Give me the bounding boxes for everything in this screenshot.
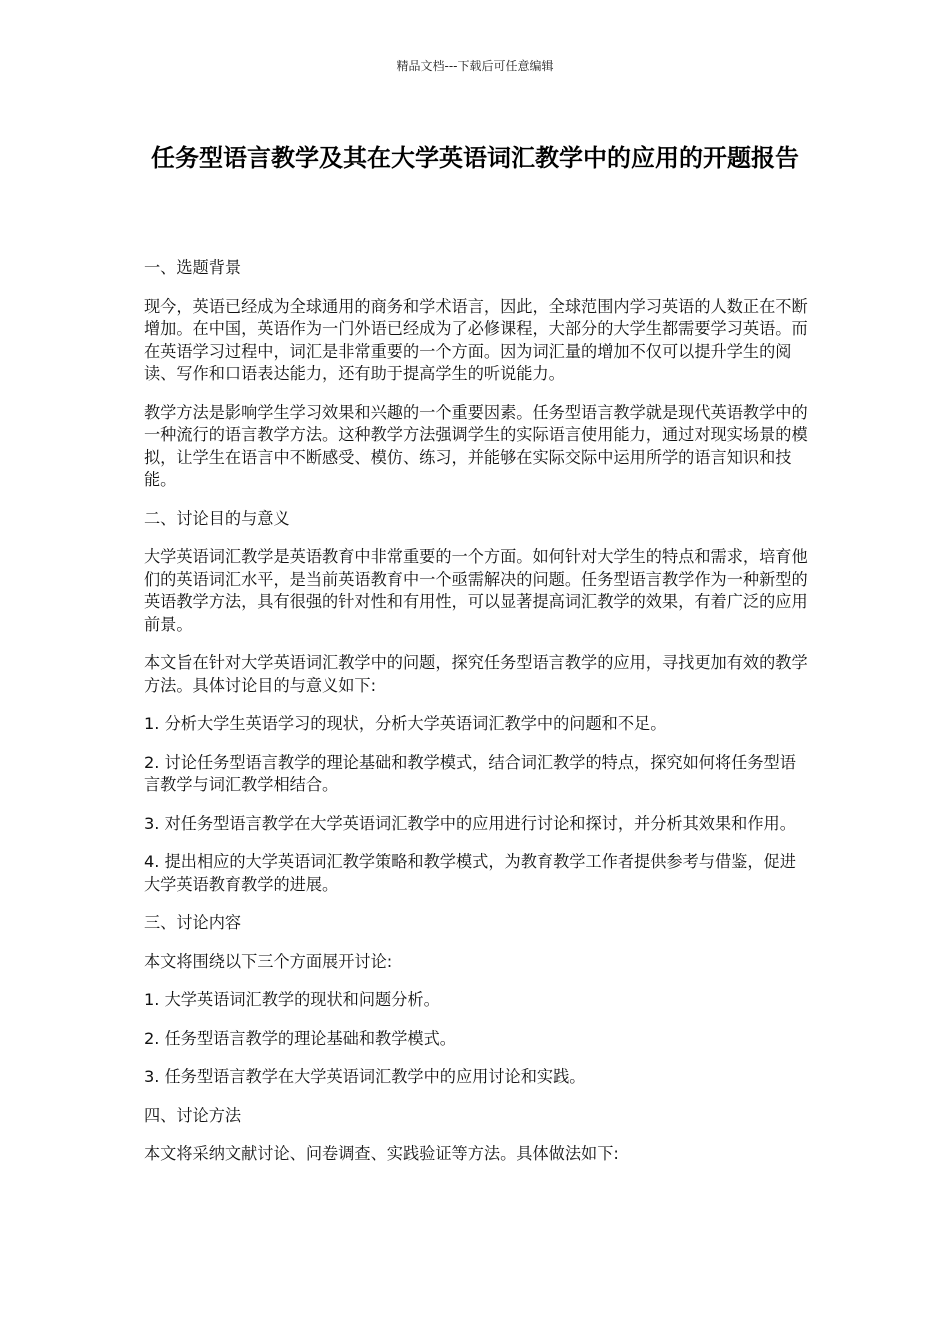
section-heading-content: 三、讨论内容: [144, 913, 242, 932]
section-heading-background: 一、选题背景: [144, 258, 242, 277]
list-item: 3. 对任务型语言教学在大学英语词汇教学中的应用进行讨论和探讨，并分析其效果和作用。: [144, 813, 796, 833]
document-title: 任务型语言教学及其在大学英语词汇教学中的应用的开题报告: [151, 144, 799, 172]
document-body: [144, 257, 812, 1182]
paragraph: 本文将采纳文献讨论、问卷调查、实践验证等方法。具体做法如下:: [144, 1144, 619, 1163]
section-heading-purpose: 二、讨论目的与意义: [144, 508, 290, 528]
paragraph: 本文旨在针对大学英语词汇教学中的问题，探究任务型语言教学的应用，寻找更加有效的教学方法。具体讨论目的与意义如下:: [144, 653, 808, 695]
list-item: 1. 大学英语词汇教学的现状和问题分析。: [144, 990, 440, 1009]
section-heading-method: 四、讨论方法: [144, 1105, 242, 1125]
paragraph: 教学方法是影响学生学习效果和兴趣的一个重要因素。任务型语言教学就是现代英语教学中的一种流行的语言教学方法。这种教学方法强调学生的实际语言使用能力，通过对现实场景的模拟，让学生在语言中不断感受、模仿、练习，并能够在实际交际中运用所学的语言知识和技能。: [144, 402, 808, 489]
paragraph: 现今，英语已经成为全球通用的商务和学术语言，因此，全球范围内学习英语的人数正在不断增加。在中国，英语作为一门外语已经成为了必修课程，大部分的大学生都需要学习英语。而在英语学习过程中，词汇是非常重要的一个方面。因为词汇量的增加不仅可以提升学生的阅读、写作和口语表达能力，还有助于提高学生的听说能力。: [144, 296, 808, 383]
list-item: 4. 提出相应的大学英语词汇教学策略和教学模式，为教育教学工作者提供参考与借鉴，促进大学英语教育教学的进展。: [144, 852, 796, 894]
paragraph: 本文将围绕以下三个方面展开讨论:: [144, 951, 393, 971]
list-item: 1. 分析大学生英语学习的现状，分析大学英语词汇教学中的问题和不足。: [144, 714, 667, 733]
paragraph: 大学英语词汇教学是英语教育中非常重要的一个方面。如何针对大学生的特点和需求，培育他们的英语词汇水平，是当前英语教育中一个亟需解决的问题。任务型语言教学作为一种新型的英语教学方法，具有很强的针对性和有用性，可以显著提高词汇教学的效果，有着广泛的应用前景。: [144, 547, 808, 634]
list-item: 2. 任务型语言教学的理论基础和教学模式。: [144, 1028, 456, 1048]
header-note: 精品文档---下载后可任意编辑: [396, 59, 554, 73]
list-item: 3. 任务型语言教学在大学英语词汇教学中的应用讨论和实践。: [144, 1067, 586, 1086]
list-item: 2. 讨论任务型语言教学的理论基础和教学模式，结合词汇教学的特点，探究如何将任务型语言教学与词汇教学相结合。: [144, 752, 796, 794]
